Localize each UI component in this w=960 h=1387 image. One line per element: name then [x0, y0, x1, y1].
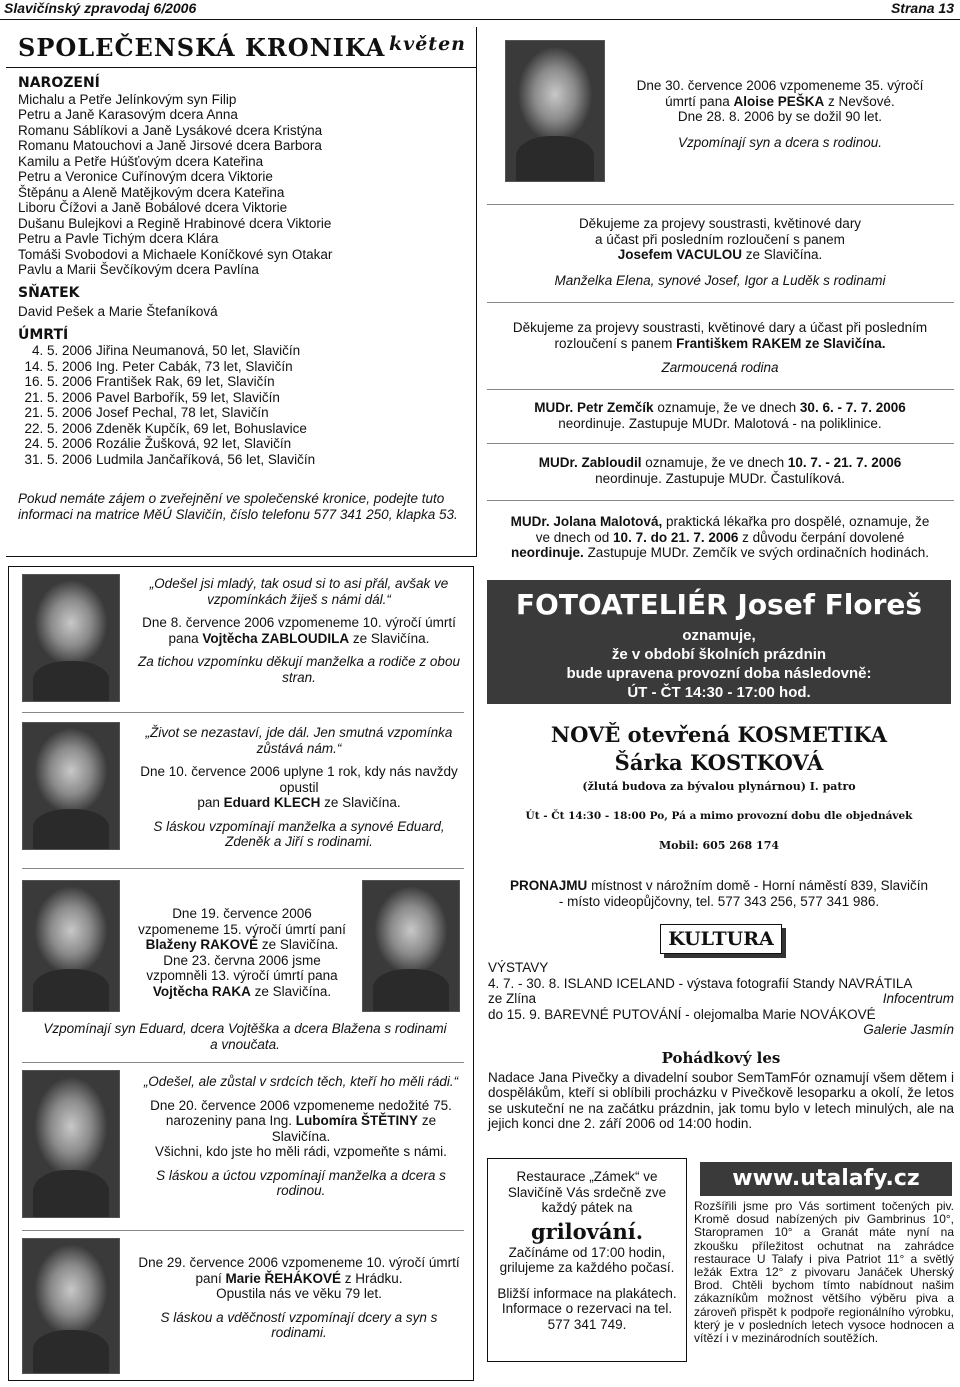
- umrti-text: František Rak, 69 let, Slavičín: [96, 374, 275, 389]
- narozeni-item: Michalu a Petře Jelínkovým syn Filip: [18, 91, 237, 107]
- rak-n2: Vojtěcha RAKA: [152, 983, 251, 999]
- vaculou-post: ze Slavičína.: [745, 247, 823, 262]
- rehakova-line1: Dne 29. července 2006 vzpomeneme 10. výročí úmrtí paní: [138, 1255, 460, 1286]
- rak-sign: Vzpomínají syn Eduard, dcera Vojtěška a dcera Blažena s rodinami a vnoučata.: [43, 1021, 447, 1052]
- vaculou-l2: a účast při posledním rozloučení s panem: [595, 231, 845, 247]
- foto-l1: oznamuje,: [682, 627, 756, 644]
- narozeni-item: Petru a Janě Karasovým dcera Anna: [18, 107, 238, 122]
- rak-l1: Dne 19. července 2006: [172, 906, 312, 921]
- peska-post: z Nevšové.: [828, 93, 895, 109]
- utalafy-title: www.utalafy.cz: [700, 1162, 952, 1196]
- kultura-v1a: 4. 7. - 30. 8. ISLAND ICELAND - výstava fotografií Standy NAVRÁTILA: [488, 975, 913, 991]
- kronika-title: SPOLEČENSKÁ KRONIKA: [18, 33, 386, 62]
- umrti-title: ÚMRTÍ: [18, 326, 69, 343]
- malotova-name: Jolana Malotová,: [553, 514, 663, 529]
- narozeni-title: NAROZENÍ: [18, 75, 100, 91]
- rak-thanks-l2: rozloučení s panem: [554, 335, 673, 351]
- narozeni-item: Petru a Veronice Cuřínovým dcera Viktorie: [18, 169, 273, 184]
- narozeni-item: Romanu Matouchovi a Janě Jirsové dcera Barbora: [18, 138, 322, 153]
- narozeni-item: Pavlu a Marii Ševčíkovým dcera Pavlína: [18, 262, 259, 277]
- utalafy-text: Rozšířili jsme pro Vás sortiment točených piv. Kromě dosud nabízených piv Gambrinus 10°, Staropramen 10° a Granát máte nyní na zkoušku příležitost ochutnat na zahrádce restaurace U Talafy i piva Patriot 11° a světlý ležák Extra 12° z pivovaru Janáček Uherský Brod. Chtěli bychom tímto nabídnout našim zákazníkům možnost většího výběru piva a zároveň přispět k podpoře regionálního výrobku, který je v posledních letech vysoce hodnocen a vítězí i v mezinárodních soutěžích.: [694, 1199, 954, 1346]
- zabloudil-line2: ze Slavičína.: [352, 630, 430, 646]
- notice-zemcik: [494, 400, 946, 431]
- zabloudil-sign: Za tichou vzpomínku děkují manželka a rodiče z obou stran.: [138, 654, 460, 685]
- rehakova-line3: Opustila nás ve věku 79 let.: [216, 1286, 382, 1301]
- pronajmu-l2: - místo videopůjčovny, tel. 577 343 256, 577 341 986.: [558, 893, 880, 909]
- klech-line2: ze Slavičína.: [324, 795, 401, 810]
- peska-line2: Dne 28. 8. 2006 by se dožil 90 let.: [677, 109, 883, 124]
- peska-pre: úmrtí pana: [665, 93, 730, 109]
- zemcik-l2: neordinuje. Zastupuje MUDr. Malotová - na poliklinice.: [558, 415, 882, 431]
- notice-zabloudil: [494, 455, 946, 486]
- malotova-l2a: ve dnech od: [535, 529, 610, 545]
- divider-4: [22, 1230, 464, 1231]
- umrti-item: [18, 359, 466, 375]
- photo-klech: [22, 722, 120, 850]
- zamek-l3: Bližší informace na plakátech.: [497, 1285, 677, 1301]
- zemcik-name: MUDr. Petr Zemčík: [534, 400, 654, 415]
- header-right: Strana 13: [890, 0, 954, 16]
- zemcik-text: oznamuje, že ve dnech: [657, 400, 797, 415]
- umrti-text: Zdeněk Kupčík, 69 let, Bohuslavice: [96, 420, 307, 436]
- stetina-line1: Dne 20. července 2006 vzpomeneme nedožité 75. narozeniny pana Ing.: [150, 1097, 452, 1128]
- pronajmu-b: PRONAJMU: [510, 878, 588, 893]
- photo-rak: [362, 880, 460, 1012]
- zabloudil-quote: „Odešel jsi mladý, tak osud si to asi přál, avšak ve vzpomínkách žiješ s námi dál.“: [149, 576, 449, 607]
- narozeni-item: Tomáši Svobodovi a Michaele Koníčkové syn Otakar: [18, 246, 333, 262]
- pohadky-text: Nadace Jana Pivečky a divadelní soubor SemTamFór oznamují všem dětem i dospělákům, kteří si oblíbili procházku v Pivečkově lesoparku a okolí, že letos se uskuteční ne na začátku prázdnin, jak tomu bylo v letech minulých, ale na jejich konci dne 2. září 2006 od 14:00 hodin.: [488, 1069, 954, 1131]
- stetina-line2: ze Slavičína.: [271, 1113, 437, 1144]
- zamek-big: grilování.: [530, 1218, 644, 1244]
- kosmetika-title: NOVĚ otevřená KOSMETIKA: [550, 722, 888, 747]
- peska-sign: Vzpomínají syn a dcera s rodinou.: [677, 134, 883, 150]
- divider-r1: [487, 204, 954, 205]
- zabloudil-dr-text: oznamuje, že ve dnech: [645, 455, 785, 470]
- rak-thanks-l1: Děkujeme za projevy soustrasti, květinové dary a účast při posledním: [512, 320, 928, 335]
- rak-n1: Blaženy RAKOVÉ: [145, 937, 259, 952]
- zamek-l2: Začínáme od 17:00 hodin, grilujeme za každého počasí.: [499, 1244, 675, 1275]
- divider-r5: [487, 500, 954, 501]
- vaculou-l1: Děkujeme za projevy soustrasti, květinové dary: [578, 216, 862, 231]
- zabloudil-name: Vojtěcha ZABLOUDILA: [202, 630, 350, 646]
- divider-r3: [487, 389, 954, 390]
- pronajmu-l1: místnost v nárožním domě - Horní náměstí 839, Slavičín: [591, 878, 928, 893]
- narozeni-list: [18, 92, 466, 278]
- rak-l6: ze Slavičína.: [254, 983, 332, 999]
- klech-quote: „Život se nezastaví, jde dál. Jen smutná vzpomínka zůstává nám.“: [145, 725, 453, 756]
- umrti-text: Ludmila Jančaříková, 56 let, Slavičín: [96, 451, 316, 467]
- zamek-box: [487, 1158, 687, 1362]
- umrti-item: [18, 405, 466, 421]
- narozeni-item: Liboru Čížovi a Janě Bobálové dcera Viktorie: [18, 200, 288, 215]
- rak-l4: Dne 23. června 2006 jsme: [163, 952, 321, 968]
- zabloudil-line1: Dne 8. července 2006 vzpomeneme 10. výročí úmrtí pana: [142, 615, 456, 646]
- kosmetika-addr: (žlutá budova za bývalou plynárnou) I. patro: [582, 780, 856, 793]
- narozeni-item: Kamilu a Petře Húšťovým dcera Kateřina: [18, 153, 264, 169]
- umrti-item: [18, 374, 466, 390]
- rehakova-line2: z Hrádku.: [344, 1270, 403, 1286]
- thanks-vaculou: [496, 216, 944, 288]
- umrti-item: [18, 436, 466, 452]
- zabloudil-dr-l2: neordinuje. Zastupuje MUDr. Častulíková.: [595, 470, 845, 486]
- narozeni-item: Romanu Sáblíkovi a Janě Lysákové dcera Kristýna: [18, 122, 323, 138]
- stetina-sign: S láskou a úctou vzpomínají manželka a dcera s rodinou.: [156, 1167, 446, 1198]
- kultura-v2a: do 15. 9. BAREVNÉ PUTOVÁNÍ - olejomalba Marie NOVÁKOVÉ: [488, 1006, 876, 1022]
- kronika-month: květen: [389, 33, 466, 55]
- memorial-peska: [615, 78, 945, 150]
- photo-stetina: [22, 1070, 120, 1218]
- umrti-date: 14. 5. 2006: [24, 358, 92, 374]
- divider-2: [22, 868, 464, 869]
- zamek-l1: Restaurace „Zámek“ ve Slavičíně Vás srdečně zve každý pátek na: [507, 1169, 667, 1215]
- umrti-date: 24. 5. 2006: [24, 436, 92, 451]
- pronajmu: [487, 878, 951, 909]
- rak-l2: vzpomeneme 15. výročí úmrtí paní: [138, 921, 346, 937]
- vaculou-name: Josefem VACULOU: [617, 247, 742, 262]
- klech-sign: S láskou vzpomínají manželka a synové Eduard, Zdeněk a Jiří s rodinami.: [153, 818, 445, 849]
- narozeni-item: Petru a Pavle Tichým dcera Klára: [18, 231, 219, 246]
- pohadky-title: Pohádkový les: [661, 1048, 781, 1067]
- divider-1: [22, 712, 464, 713]
- malotova-l3a: neordinuje.: [511, 545, 584, 560]
- kronika-note: Pokud nemáte zájem o zveřejnění ve společenské kronice, podejte tuto informaci na matrice MěÚ Slavičín, číslo telefonu 577 341 250, klapka 53.: [18, 491, 458, 522]
- umrti-date: 16. 5. 2006: [24, 374, 92, 389]
- notice-malotova: [490, 514, 950, 561]
- kosmetika-hours: Út - Čt 14:30 - 18:00 Po, Pá a mimo provozní dobu dle objednávek: [525, 810, 913, 822]
- header-left: Slavičínský zpravodaj 6/2006: [4, 0, 197, 16]
- kultura-content: [488, 960, 954, 1132]
- klech-pre: pan: [197, 795, 220, 810]
- rak-thanks-sign: Zarmoucená rodina: [661, 360, 779, 375]
- umrti-text: Josef Pechal, 78 let, Slavičín: [96, 405, 269, 420]
- malotova-pre: MUDr.: [510, 514, 550, 529]
- photo-zabloudil: [22, 574, 120, 702]
- snatek-entry: David Pešek a Marie Štefaníková: [18, 304, 218, 319]
- klech-line1: Dne 10. července 2006 uplyne 1 rok, kdy nás navždy opustil: [140, 764, 458, 795]
- kultura-v1c: Infocentrum: [882, 991, 954, 1006]
- rehakova-sign: S láskou a vděčností vzpomínají dcery a syn s rodinami.: [160, 1309, 438, 1340]
- zabloudil-dr-dates: 10. 7. - 21. 7. 2006: [787, 455, 902, 470]
- umrti-date: 4. 5. 2006: [31, 343, 92, 358]
- narozeni-item: Štěpánu a Aleně Matějkovým dcera Kateřina: [18, 184, 285, 200]
- kultura-vystavy: VÝSTAVY: [488, 960, 549, 975]
- umrti-date: 21. 5. 2006: [24, 389, 92, 405]
- rak-l5: vzpomněli 13. výročí úmrtí pana: [146, 968, 338, 983]
- divider-r2: [487, 302, 954, 303]
- umrti-item: [18, 343, 466, 359]
- foto-title: FOTOATELIÉR Josef Floreš: [515, 588, 923, 621]
- memorial-zabloudil: [138, 576, 460, 685]
- kosmetika-name: Šárka KOSTKOVÁ: [614, 750, 824, 775]
- rehakova-name: Marie ŘEHÁKOVÉ: [225, 1270, 342, 1286]
- memorial-rak: [124, 906, 360, 999]
- umrti-text: Rozálie Žušková, 92 let, Slavičín: [96, 436, 292, 451]
- stetina-quote: „Odešel, ale zůstal v srdcích těch, kteří ho měli rádi.“: [143, 1074, 459, 1089]
- foto-l4: ÚT - ČT 14:30 - 17:00 hod.: [627, 684, 811, 701]
- foto-l3: bude upravena provozní doba následovně:: [566, 665, 872, 682]
- rak-l3: ze Slavičína.: [261, 937, 339, 952]
- umrti-date: 31. 5. 2006: [24, 451, 92, 467]
- kosmetika-mobil: Mobil: 605 268 174: [659, 839, 779, 852]
- malotova-l2b: z důvodu čerpání dovolené: [742, 529, 905, 545]
- zamek-l4: Informace o rezervaci na tel. 577 341 749.: [501, 1301, 673, 1332]
- umrti-item: [18, 390, 466, 406]
- foto-l2: že v období školních prázdnin: [611, 646, 827, 663]
- peska-name: Aloise PEŠKA: [733, 93, 825, 109]
- kultura-title: KULTURA: [660, 924, 782, 954]
- memorial-rehakova: [134, 1255, 464, 1341]
- malotova-text: praktická lékařka pro dospělé, oznamuje, že: [665, 514, 930, 529]
- zemcik-dates: 30. 6. - 7. 7. 2006: [799, 400, 906, 415]
- foto-box: [487, 580, 951, 704]
- peska-line1: Dne 30. července 2006 vzpomeneme 35. výročí: [636, 78, 924, 93]
- umrti-text: Pavel Barbořík, 59 let, Slavičín: [96, 389, 280, 405]
- malotova-l3b: Zastupuje MUDr. Zemčík ve svých ordinačních hodinách.: [587, 545, 929, 560]
- kultura-v2b: Galerie Jasmín: [863, 1022, 954, 1037]
- photo-rakova: [22, 880, 120, 1012]
- klech-name: Eduard KLECH: [223, 795, 321, 810]
- rak-thanks-name: Františkem RAKEM ze Slavičína.: [676, 335, 886, 351]
- umrti-item: [18, 452, 466, 468]
- photo-peska: [505, 40, 605, 182]
- thanks-rak: [494, 320, 946, 376]
- stetina-line3: Všichni, kdo jste ho měli rádi, vzpomeňte s námi.: [155, 1144, 447, 1159]
- divider-r4: [487, 443, 954, 444]
- zabloudil-dr-name: MUDr. Zabloudil: [538, 455, 642, 470]
- umrti-list: [18, 343, 466, 467]
- kronika-box: [6, 27, 477, 557]
- narozeni-item: Dušanu Bulejkovi a Regině Hrabinové dcera Viktorie: [18, 215, 332, 231]
- header-rule: [0, 19, 960, 20]
- malotova-d1: 10. 7. do 21. 7. 2006: [613, 529, 739, 545]
- umrti-text: Ing. Peter Cabák, 73 let, Slavičín: [96, 358, 293, 374]
- umrti-text: Jiřina Neumanová, 50 let, Slavičín: [96, 343, 301, 358]
- umrti-item: [18, 421, 466, 437]
- vaculou-sign: Manželka Elena, synové Josef, Igor a Luděk s rodinami: [554, 272, 886, 288]
- umrti-date: 22. 5. 2006: [24, 420, 92, 436]
- kosmetika-box: [487, 713, 951, 863]
- memorial-stetina: [138, 1074, 464, 1199]
- kultura-v1b: ze Zlína: [488, 991, 537, 1006]
- umrti-date: 21. 5. 2006: [24, 405, 92, 420]
- stetina-name: Lubomíra ŠTĚTINY: [295, 1113, 419, 1128]
- divider-3: [22, 1062, 464, 1063]
- photo-rehakova: [22, 1238, 120, 1374]
- snatek-title: SŇATEK: [18, 284, 80, 301]
- memorial-klech: [138, 725, 460, 850]
